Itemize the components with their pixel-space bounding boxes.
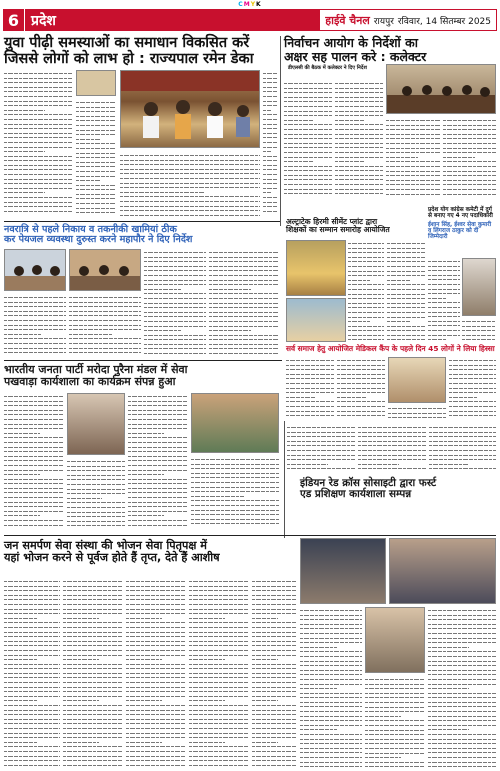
text-line bbox=[4, 349, 66, 354]
text-line bbox=[144, 350, 206, 355]
rule bbox=[4, 360, 282, 361]
article-body bbox=[76, 99, 116, 217]
camp-photo bbox=[388, 357, 446, 403]
meeting-room-icon bbox=[5, 250, 66, 291]
text-line bbox=[358, 465, 426, 470]
article-body bbox=[388, 405, 446, 419]
newspaper-brand: हाईवे चैनल bbox=[325, 13, 370, 27]
text-line bbox=[335, 190, 383, 195]
article-body bbox=[443, 117, 496, 198]
text-line bbox=[386, 191, 440, 196]
text-line bbox=[443, 191, 496, 196]
masthead-date: रविवार, 14 सितम्बर 2025 bbox=[397, 16, 491, 27]
bjp-photo bbox=[67, 393, 125, 455]
bjp-photo bbox=[191, 393, 279, 453]
article-body bbox=[428, 607, 496, 768]
text-line bbox=[67, 522, 125, 527]
section-title: प्रदेश bbox=[31, 12, 56, 29]
text-line bbox=[209, 350, 279, 355]
headline-red-cross: इंडियन रेड क्रॉस सोसाइटी द्वारा फर्स्ट एड प्रशिक्षण कार्यशाला सम्पन्न bbox=[300, 477, 437, 501]
article-body bbox=[365, 676, 425, 768]
text-line bbox=[4, 762, 60, 767]
meeting-photo bbox=[386, 64, 496, 114]
red-cross-photo bbox=[300, 538, 386, 604]
article-body bbox=[144, 249, 206, 357]
article-body bbox=[300, 607, 362, 768]
text-line bbox=[337, 412, 385, 417]
text-line bbox=[387, 336, 425, 341]
text-line bbox=[287, 465, 355, 470]
column-divider bbox=[280, 36, 281, 226]
text-line bbox=[69, 349, 141, 354]
rule bbox=[4, 535, 496, 536]
headline-bjp: भारतीय जनता पार्टी मरोदा पुरैना मंडल में सेवा पखवाड़ा कार्यशाला का कार्यक्रम संपन्न हुआ bbox=[4, 363, 188, 388]
article-body bbox=[4, 393, 64, 529]
article-body bbox=[286, 357, 334, 419]
article-body bbox=[462, 318, 496, 342]
text-line bbox=[429, 465, 496, 470]
text-line bbox=[286, 412, 334, 417]
masthead-city: रायपुर bbox=[373, 16, 394, 27]
text-line bbox=[388, 414, 446, 419]
meeting-room-icon bbox=[70, 250, 141, 291]
article-body bbox=[252, 578, 296, 768]
article-body bbox=[189, 578, 249, 768]
text-line bbox=[462, 336, 496, 341]
article-body bbox=[335, 80, 383, 198]
article-body bbox=[69, 294, 141, 357]
text-line bbox=[449, 412, 496, 417]
text-line bbox=[120, 212, 260, 217]
article-body bbox=[287, 424, 355, 474]
article-body bbox=[4, 578, 60, 768]
headline-medical-camp: सर्व समाज हेतु आयोजित मेडिकल कैंप के पहले दिन 45 लोगों ने लिया हिस्सा bbox=[286, 344, 495, 353]
article-body bbox=[337, 357, 385, 419]
article-body bbox=[386, 117, 440, 198]
red-cross-photo bbox=[365, 607, 425, 673]
headline-youth: युवा पीढ़ी समस्याओं का समाधान विकसित करें जिससे लोगों को लाभ हो : राज्यपाल रमेन डेका bbox=[4, 35, 254, 67]
headline-election: निर्वाचन आयोग के निर्देशों का अक्षर सह पालन करे : कलेक्टर bbox=[284, 35, 427, 64]
article-body bbox=[429, 424, 496, 474]
article-body bbox=[128, 393, 188, 529]
governor-event-photo bbox=[120, 70, 260, 148]
rule bbox=[4, 221, 280, 222]
text-line bbox=[428, 336, 447, 341]
article-body bbox=[63, 578, 123, 768]
text-line bbox=[191, 520, 279, 525]
headline-navratri: नवरात्रि से पहले निकाय व तकनीकी खामियां ठीक कर पेयजल व्यवस्था दुरुस्त करने महापौर ने दिए निर्देश bbox=[4, 224, 193, 246]
article-body bbox=[67, 458, 125, 529]
text-line bbox=[4, 522, 64, 527]
portrait-photo bbox=[462, 258, 496, 316]
article-body bbox=[191, 456, 279, 529]
meeting-room-icon bbox=[387, 65, 496, 114]
mayor-photo bbox=[69, 249, 141, 291]
article-body bbox=[4, 294, 66, 357]
text-line bbox=[4, 208, 72, 213]
masthead bbox=[3, 9, 497, 31]
article-photo bbox=[76, 70, 116, 96]
photo-people-icon bbox=[121, 71, 260, 148]
mayor-photo bbox=[4, 249, 66, 291]
masthead-info bbox=[320, 10, 496, 30]
article-body bbox=[387, 240, 425, 342]
headline-seva: जन समर्पण सेवा संस्था की भोजन सेवा पितृपक्ष में यहां भोजन करने से पूर्वज होते हैं तृप्त, देते हैं आशीष bbox=[4, 539, 220, 565]
article-body bbox=[4, 70, 72, 217]
event-photo bbox=[286, 298, 346, 342]
text-line bbox=[252, 762, 296, 767]
event-photo bbox=[286, 240, 346, 296]
text-line bbox=[300, 763, 362, 768]
article-body bbox=[126, 578, 186, 768]
article-body bbox=[449, 357, 496, 419]
text-line bbox=[284, 190, 332, 195]
text-line bbox=[189, 762, 249, 767]
headline-ultratech: अल्ट्राटेक हिरमी सीमेंट प्लांट द्वारा शिक्षकों का सम्मान समारोह आयोजित bbox=[286, 217, 390, 235]
headline-yog-congress: प्रदेश योग कांग्रेस कमेटी में दुर्ग से बनाए गए 4 नए पदाधिकारी ईशान सिंह, ईश्वर सेवा कुमारी व लिंगराज ठाकुर को दी जिम्मेदारी bbox=[428, 207, 493, 240]
text-line bbox=[263, 208, 277, 213]
subhead-election: डीएलसी की बैठक में कलेक्टर ने दिए निर्देश bbox=[288, 65, 367, 71]
article-body bbox=[263, 70, 277, 217]
text-line bbox=[63, 762, 123, 767]
red-cross-photo bbox=[389, 538, 496, 604]
text-line bbox=[126, 762, 186, 767]
article-body bbox=[209, 249, 279, 357]
text-line bbox=[348, 336, 384, 341]
page-number: 6 bbox=[3, 9, 25, 31]
text-line bbox=[365, 763, 425, 768]
text-line bbox=[428, 763, 496, 768]
article-body bbox=[428, 258, 460, 342]
article-body bbox=[358, 424, 426, 474]
article-body bbox=[348, 240, 384, 342]
text-line bbox=[128, 522, 188, 527]
article-body bbox=[120, 152, 260, 217]
article-body bbox=[284, 80, 332, 198]
column-divider bbox=[284, 421, 285, 538]
text-line bbox=[76, 209, 116, 214]
print-color-marks: CMYK bbox=[238, 1, 262, 8]
